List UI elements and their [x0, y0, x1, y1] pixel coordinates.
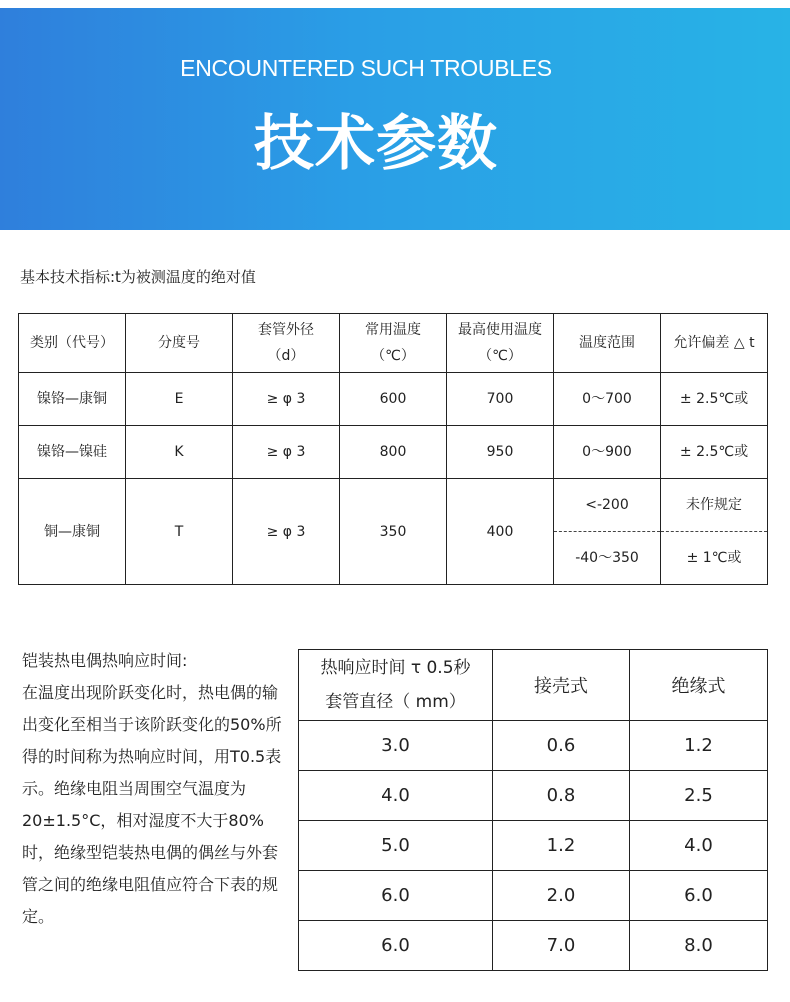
cell-insulated: 2.5 [630, 771, 768, 821]
cell-diameter: 6.0 [299, 921, 493, 971]
cell-diameter: 6.0 [299, 871, 493, 921]
cell-diameter: ≥ φ 3 [233, 479, 340, 585]
table-row [19, 479, 768, 532]
spec-header-range: 温度范围 [554, 314, 661, 373]
cell-diameter: ≥ φ 3 [233, 426, 340, 479]
cell-code: K [126, 426, 233, 479]
spec-table [18, 313, 768, 585]
spec-header-type: 类别（代号） [19, 314, 126, 373]
spec-header-normal-l2: （℃） [371, 348, 415, 364]
spec-header-tolerance: 允许偏差 △ t [661, 314, 768, 373]
spec-header-max-l2: （℃） [478, 348, 522, 364]
cell-range: 0～700 [554, 373, 661, 426]
spec-header-max-l1: 最高使用温度 [458, 322, 542, 338]
cell-max: 950 [447, 426, 554, 479]
cell-grounded: 7.0 [493, 921, 630, 971]
spec-header-normal-l1: 常用温度 [365, 322, 421, 338]
cell-code: T [126, 479, 233, 585]
banner-subtitle: ENCOUNTERED SUCH TROUBLES [180, 55, 552, 81]
cell-diameter: 4.0 [299, 771, 493, 821]
cell-max: 400 [447, 479, 554, 585]
cell-tolerance: 未作规定 [661, 479, 768, 532]
spec-header-row [19, 314, 768, 373]
spec-header-normal [340, 314, 447, 373]
cell-normal: 600 [340, 373, 447, 426]
cell-insulated: 8.0 [630, 921, 768, 971]
cell-grounded: 2.0 [493, 871, 630, 921]
response-header-diameter [299, 650, 493, 721]
cell-tolerance: ± 2.5℃或 [661, 373, 768, 426]
cell-range: <-200 [554, 479, 661, 532]
response-header-l2: 套管直径（ mm） [325, 692, 466, 712]
cell-grounded: 0.6 [493, 721, 630, 771]
cell-grounded: 0.8 [493, 771, 630, 821]
table-row [19, 373, 768, 426]
cell-tolerance: ± 1℃或 [661, 532, 768, 585]
table-row [299, 771, 768, 821]
response-header-grounded: 接壳式 [493, 650, 630, 721]
cell-normal: 800 [340, 426, 447, 479]
cell-normal: 350 [340, 479, 447, 585]
cell-tolerance: ± 2.5℃或 [661, 426, 768, 479]
response-table [298, 649, 768, 971]
table-row [299, 821, 768, 871]
cell-type: 镍铬—康铜 [19, 373, 126, 426]
banner-title: 技术参数 [254, 109, 498, 179]
response-description [22, 645, 282, 933]
response-body: 在温度出现阶跃变化时，热电偶的输出变化至相当于该阶跃变化的50%所得的时间称为热响应时间，用T0.5表示。绝缘电阻当周围空气温度为 20±1.5°C，相对湿度不大于80%时，绝缘型铠装热电偶的偶丝与外套管之间的绝缘电阻值应符合下表的规定。 [22, 683, 282, 926]
cell-diameter: 3.0 [299, 721, 493, 771]
spec-header-diameter-l2: （d） [267, 348, 305, 364]
cell-type: 镍铬—镍硅 [19, 426, 126, 479]
cell-diameter: 5.0 [299, 821, 493, 871]
cell-insulated: 6.0 [630, 871, 768, 921]
cell-range: 0～900 [554, 426, 661, 479]
spec-intro: 基本技术指标:t为被测温度的绝对值 [20, 268, 256, 286]
header-banner [0, 8, 790, 230]
spec-header-max [447, 314, 554, 373]
response-header-insulated: 绝缘式 [630, 650, 768, 721]
response-header-l1: 热响应时间 τ 0.5秒 [320, 658, 471, 678]
spec-header-diameter-l1: 套管外径 [258, 322, 314, 338]
table-row [299, 871, 768, 921]
cell-code: E [126, 373, 233, 426]
table-row [19, 426, 768, 479]
cell-insulated: 1.2 [630, 721, 768, 771]
spec-header-diameter [233, 314, 340, 373]
response-heading: 铠装热电偶热响应时间: [22, 651, 188, 670]
cell-diameter: ≥ φ 3 [233, 373, 340, 426]
table-row [299, 921, 768, 971]
cell-type: 铜—康铜 [19, 479, 126, 585]
table-row [299, 721, 768, 771]
response-header-row [299, 650, 768, 721]
cell-range: -40～350 [554, 532, 661, 585]
cell-grounded: 1.2 [493, 821, 630, 871]
spec-header-code: 分度号 [126, 314, 233, 373]
cell-insulated: 4.0 [630, 821, 768, 871]
cell-max: 700 [447, 373, 554, 426]
